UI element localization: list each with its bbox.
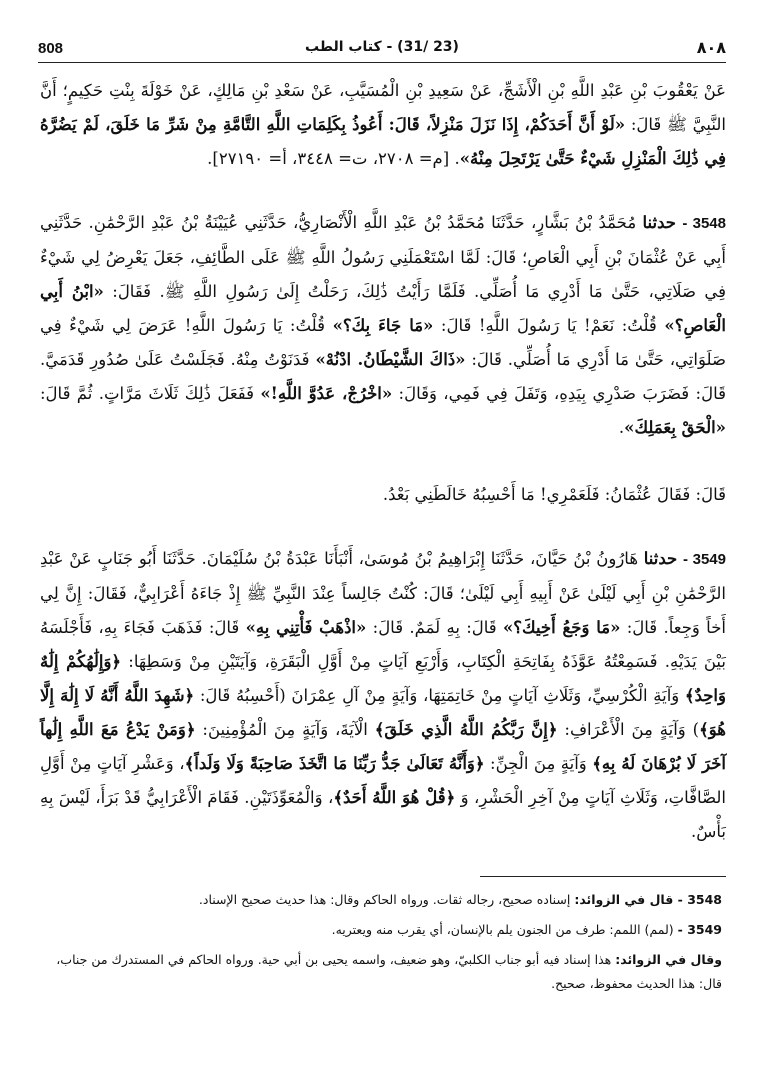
hadith-text: قَالَ: بِهِ لَمَمٌ. قَالَ: [366,618,503,637]
quran-verse: ﴿شَهِدَ اللَّهُ أَنَّهُ لَا إِلَٰهَ إِلَّا هُوَ﴾ [40,686,726,739]
prophetic-saying: «مَا وَجَعُ أَخِيكَ؟» [502,618,621,637]
quran-verse: ﴿إِنَّ رَبَّكُمُ اللَّهُ الَّذِي خَلَقَ﴾ [374,720,558,739]
prophetic-saying: «الْحَقْ بِعَمَلِكَ» [624,418,726,437]
footnote-text: (لمم) اللمم: طرف من الجنون يلم بالإنسان، أي يقرب منه ويعتريه. [331,922,678,937]
hadith-text: وَآيَةِ الْكُرْسِيِّ، وَثَلَاثِ آيَاتٍ مِنْ خَاتِمَتِهَا، وَآيَةٍ مِنْ آلِ عِمْرَانَ (أَحْسِبُهُ قَالَ: [194,686,685,705]
hadith-text: فَفَعَلَ ذَٰلِكَ ثَلَاثَ مَرَّاتٍ. ثُمَّ قَالَ: [40,384,261,403]
page-header [38,36,726,63]
quran-verse: ﴿قُلْ هُوَ اللَّهُ أَحَدٌ﴾ [333,788,456,807]
hadith-text: قُلْتُ: نَعَمْ! يَا رَسُولَ اللَّهِ! قَالَ: [433,316,665,335]
footnote-label: 3548 - قال في الزوائد: [574,892,722,907]
page-number-latin: 808 [38,40,64,57]
prophetic-saying: «اذْهَبْ فَأْتِنِي بِهِ» [245,618,367,637]
hadith-text: الْآيَةَ، وَآيَةٍ مِنَ الْمُؤْمِنِينَ: [195,720,375,739]
haddathana-word: حدثنا [643,549,678,568]
hadith-text: قَالَ: فَذَهَبَ فَجَاءَ بِهِ، فَأَجْلَسَهُ بَيْنَ يَدَيْهِ. فَسَمِعْتُهُ عَوَّذَهُ بِفَاتِحَةِ الْكِتَابِ، وَأَرْبَعِ آيَاتٍ مِنْ أَوَّلِ الْبَقَرَةِ، وَآيَتَيْنِ مِنْ وَسَطِهَا: [40,618,726,671]
hadith-text: ) وَآيَةٍ مِنَ الْأَعْرَافِ: [557,720,700,739]
hadith-text: هَارُونُ بْنُ حَيَّانَ، حَدَّثَنَا إِبْرَاهِيمُ بْنُ مُوسَىٰ، أَنْبَأَنَا عَبْدَةُ بْنُ سُلَيْمَانَ. حَدَّثَنَا أَبُو جَنَابٍ عَنْ عَبْدِ الرَّحْمَٰنِ بْنِ أَبِي لَيْلَىٰ عَنْ أَبِيهِ أَبِي لَيْلَىٰ؛ قَالَ: كُنْتُ جَالِساً عِنْدَ النَّبِيِّ ﷺ إِذْ جَاءَهُ أَعْرَابِيٌّ، فَقَالَ: إِنَّ لِي أَخاً وَجِعاً. قَالَ: [40,549,726,637]
prophetic-saying: «مَا جَاءَ بِكَ؟» [332,316,434,335]
hadith-number: 3549 - [682,551,726,568]
hadith-text: فَدَنَوْتُ مِنْهُ. فَجَلَسْتُ عَلَىٰ صُدُورِ قَدَمَيَّ. قَالَ: فَضَرَبَ صَدْرِي بِيَدِهِ، وَتَفَلَ فِي فَمِي، وَقَالَ: [40,350,726,403]
footnote-text: هذا إسناد فيه أبو جناب الكلبيّ، وهو ضعيف، واسمه يحيى بن أبي حية. ورواه الحاكم في المستدرك من جناب، قال: هذا الحديث محفوظ، صحيح. [56,952,722,991]
hadith-text: وَآيَةٍ مِنَ الْجِنِّ: [484,754,593,773]
footnote-divider [480,876,726,877]
hadith-text: . [618,418,625,437]
footnote-text: إسناده صحيح، رجاله ثقات. ورواه الحاكم وقال: هذا حديث صحيح الإسناد. [198,892,575,907]
hadith-3548-closing [40,478,726,512]
prophetic-saying: «ذَاكَ الشَّيْطَانُ. ادْنُهْ» [315,350,466,369]
hadith-3549 [40,542,726,849]
footnote-3548 [44,888,722,912]
quran-verse: ﴿وَأَنَّهُ تَعَالَىٰ جَدُّ رَبِّنَا مَا اتَّخَذَ صَاحِبَةً وَلَا وَلَداً﴾ [184,754,485,773]
running-title: (23 /31) - كتاب الطب [305,39,459,55]
hadith-3547-tail [40,74,726,176]
quran-verse: ﴿وَإِلَٰهُكُمْ إِلَٰهٌ وَاحِدٌ﴾ [40,652,726,705]
prophetic-saying: «لَوْ أَنَّ أَحَدَكُمْ، إِذَا نَزَلَ مَنْزِلاً، قَالَ: أَعُوذُ بِكَلِمَاتِ اللَّهِ التَّامَّةِ مِنْ شَرِّ مَا خَلَقَ، لَمْ يَضُرَّهُ فِي ذَٰلِكَ الْمَنْزِلِ شَيْءٌ حَتَّىٰ يَرْتَحِلَ مِنْهُ» [40,115,726,168]
haddathana-word: حدثنا [642,213,676,232]
hadith-closing-text: قَالَ: فَقَالَ عُثْمَانُ: فَلَعَمْرِي! مَا أَحْسِبُهُ خَالَطَنِي بَعْدُ. [382,485,726,504]
footnote-3549 [44,918,722,942]
hadith-references: . [م= ٢٧٠٨، ت= ٣٤٤٨، أ= ٢٧١٩٠]. [207,149,460,168]
hadith-text: قُلْتُ: يَا رَسُولَ اللَّهِ! عَرَضَ لِي شَيْءٌ فِي صَلَوَاتِي، حَتَّىٰ مَا أَدْرِي مَا أُصَلِّي. قَالَ: [40,316,726,369]
footnote-3549-zawaid [44,948,722,996]
quran-verse: ﴿وَمَنْ يَدْعُ مَعَ اللَّهِ إِلَٰهاً آخَرَ لَا بُرْهَانَ لَهُ بِهِ﴾ [40,720,726,773]
hadith-text: مُحَمَّدُ بْنُ بَشَّارٍ، حَدَّثَنَا مُحَمَّدُ بْنُ عَبْدِ اللَّهِ الْأَنْصَارِيُّ، حَدَّثَنِي عُيَيْنَةُ بْنُ عَبْدِ الرَّحْمَٰنِ. حَدَّثَنِي أَبِي عَنْ عُثْمَانَ بْنِ أَبِي الْعَاصِ؛ قَالَ: لَمَّا اسْتَعْمَلَنِي رَسُولُ اللَّهِ ﷺ عَلَى الطَّائِفِ، جَعَلَ يَعْرِضُ لِي شَيْءٌ فِي صَلَاتِي، حَتَّىٰ مَا أَدْرِي مَا أُصَلِّي. فَلَمَّا رَأَيْتُ ذَٰلِكَ، رَحَلْتُ إِلَىٰ رَسُولِ اللَّهِ ﷺ. فَقَالَ: [40,213,726,301]
footnote-label: 3549 - [677,922,722,937]
footnote-label: وقال في الزوائد: [615,952,722,967]
hadith-3548 [40,206,726,445]
hadith-text: ، وَعَشْرِ آيَاتٍ مِنْ أَوَّلِ الصَّافَّاتِ، وَثَلَاثِ آيَاتٍ مِنْ آخِرِ الْحَشْرِ، وَ [40,754,726,807]
page-number-arabic: ٨٠٨ [696,38,726,57]
prophetic-saying: «ابْنُ أَبِي الْعَاصِ؟» [40,282,726,335]
hadith-text: ، وَالْمُعَوِّذَتَيْنِ. فَقَامَ الْأَعْرَابِيُّ قَدْ بَرَأَ، لَيْسَ بِهِ بَأْسٌ. [40,788,726,841]
prophetic-saying: «اخْرُجْ، عَدُوَّ اللَّهِ!» [260,384,393,403]
footnotes [44,888,722,1002]
hadith-number: 3548 - [682,215,726,232]
hadith-text: عَنْ يَعْقُوبَ بْنِ عَبْدِ اللَّهِ بْنِ الْأَشَجِّ، عَنْ سَعِيدِ بْنِ الْمُسَيَّبِ، عَنْ سَعْدِ بْنِ مَالِكٍ، عَنْ خَوْلَةَ بِنْتِ حَكِيمٍ؛ أَنَّ النَّبِيَّ ﷺ قَالَ: [40,81,727,134]
